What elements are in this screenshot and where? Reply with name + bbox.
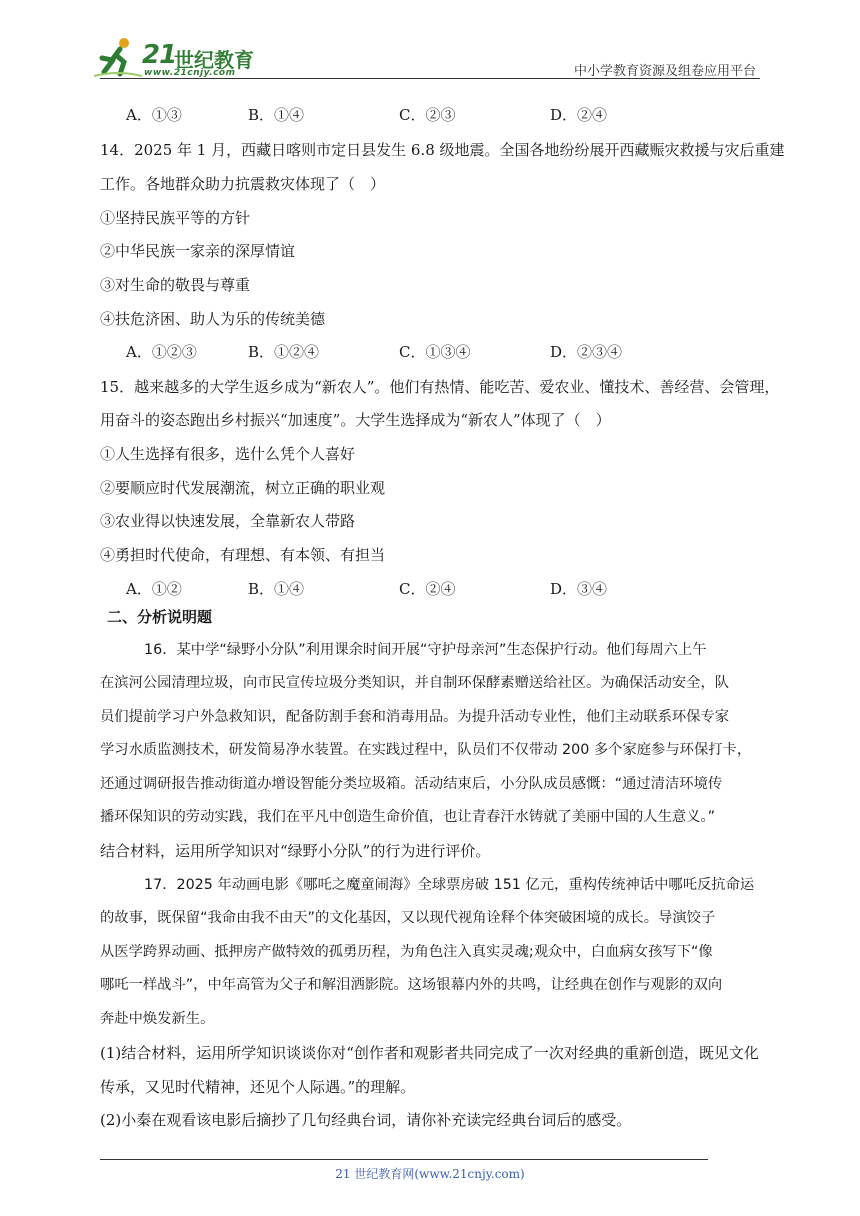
material-line: 16．某中学“绿野小分队”利用课余时间开展“守护母亲河”生态保护行动。他们每周六上午 [144,642,707,658]
option-a: A．①② [126,580,182,598]
option-a: A．①②③ [126,343,197,361]
header-divider [100,78,760,79]
material-line: 17．2025 年动画电影《哪吒之魔童闹海》全球票房破 151 亿元，重构传统神话中哪吒反抗命运 [144,877,755,893]
footer-text: 21 世纪教育网(www.21cnjy.com) [335,1167,525,1181]
question-stem: 工作。各地群众助力抗震救灾体现了（ ） [100,175,386,193]
footer-divider [100,1159,708,1160]
section-title: 二、分析说明题 [107,608,213,626]
option-d: D．②③④ [550,343,623,361]
statement-item: ①人生选择有很多，选什么凭个人喜好 [100,445,356,463]
material-line: 奔赴中焕发新生。 [100,1011,215,1027]
brand-url: www.21cnjy.com [144,68,236,78]
option-b: B．①④ [248,106,305,124]
brand-name: 世纪教育 [174,48,254,72]
statement-item: ③农业得以快速发展，全靠新农人带路 [100,512,356,530]
question-stem: 15．越来越多的大学生返乡成为“新农人”。他们有热情、能吃苦、爱农业、懂技术、善经营、会管理， [100,378,780,396]
option-c: C．②③ [399,106,456,124]
option-b: B．①④ [248,580,305,598]
statement-item: ②要顺应时代发展潮流，树立正确的职业观 [100,479,386,497]
platform-title: 中小学教育资源及组卷应用平台 [573,64,756,79]
brand-number: 21 [142,40,177,70]
material-line: 播环保知识的劳动实践，我们在平凡中创造生命价值，也让青春汗水铸就了美丽中国的人生意义。” [100,809,716,825]
material-line: 学习水质监测技术，研发简易净水装置。在实践过程中，队员们不仅带动 200 多个家庭参与环保打卡， [100,742,752,758]
question-stem: 用奋斗的姿态跑出乡村振兴“加速度”。大学生选择成为“新农人”体现了（ ） [100,411,611,429]
option-c: C．①③④ [399,343,471,361]
material-line: 还通过调研报告推动街道办增设智能分类垃圾箱。活动结束后，小分队成员感慨：“通过清洁环境传 [100,776,723,792]
question-stem: 14．2025 年 1 月，西藏日喀则市定日县发生 6.8 级地震。全国各地纷纷展开西藏赈灾救援与灾后重建 [100,141,785,159]
statement-item: ①坚持民族平等的方针 [100,209,251,227]
statement-item: ④扶危济困、助人为乐的传统美德 [100,310,326,328]
material-line: 的故事，既保留“我命由我不由天”的文化基因，又以现代视角诠释个体突破困境的成长。导演饺子 [100,910,716,926]
option-d: D．②④ [550,106,608,124]
statement-item: ④勇担时代使命，有理想、有本领、有担当 [100,546,386,564]
option-b: B．①②④ [248,343,320,361]
material-line: 从医学跨界动画、抵押房产做特效的孤勇历程，为角色注入真实灵魂;观众中，白血病女孩写下“像 [100,944,713,960]
option-d: D．③④ [550,580,608,598]
statement-item: ②中华民族一家亲的深厚情谊 [100,242,296,260]
material-line: 员们提前学习户外急救知识，配备防割手套和消毒用品。为提升活动专业性，他们主动联系环保专家 [100,709,730,725]
material-line: 哪吒一样战斗”，中年高管为父子和解泪洒影院。这场银幕内外的共鸣，让经典在创作与观影的双向 [100,977,723,993]
option-c: C．②④ [399,580,456,598]
material-line: 在滨河公园清理垃圾，向市民宣传垃圾分类知识，并自制环保酵素赠送给社区。为确保活动安全，队 [100,675,730,691]
statement-item: ③对生命的敬畏与尊重 [100,276,251,294]
runner-icon [94,36,142,80]
site-logo [94,36,264,80]
sub-question-2: (2)小秦在观看该电影后摘抄了几句经典台词，请你补充读完经典台词后的感受。 [100,1111,632,1129]
sub-question-1: 传承，又见时代精神，还见个人际遇。”的理解。 [100,1078,416,1096]
question-prompt: 结合材料，运用所学知识对“绿野小分队”的行为进行评价。 [100,842,491,860]
sub-question-1: (1)结合材料，运用所学知识谈谈你对“创作者和观影者共同完成了一次对经典的重新创造，既见文化 [100,1044,759,1062]
option-a: A．①③ [126,106,182,124]
